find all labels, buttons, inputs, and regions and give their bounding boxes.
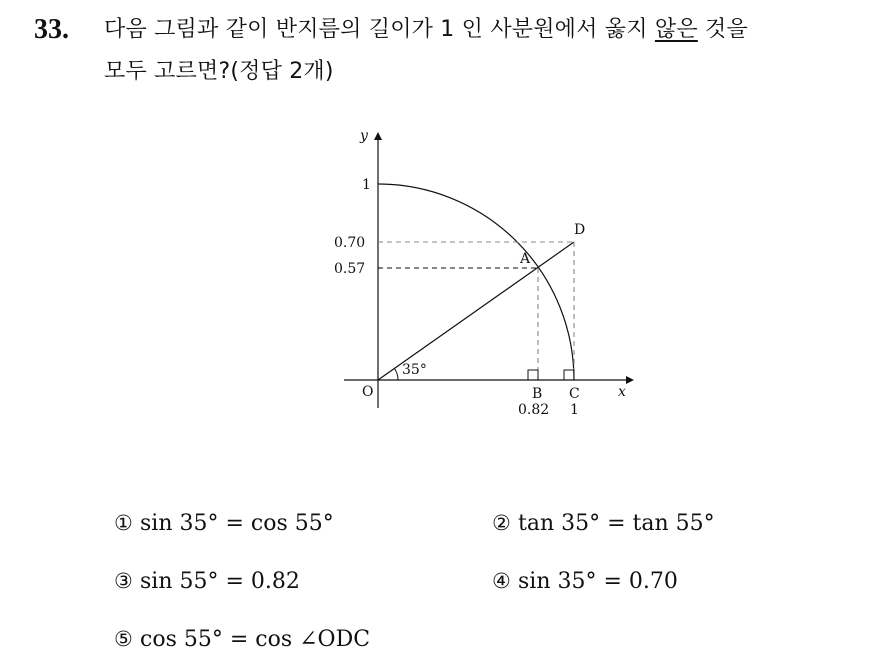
point-d-label: D xyxy=(574,222,586,238)
y-tick-0-70: 0.70 xyxy=(334,235,366,251)
option-2-marker: ② xyxy=(492,511,511,535)
point-b-label: B xyxy=(532,386,543,402)
option-2[interactable] xyxy=(492,508,715,539)
question-number: 33. xyxy=(34,14,69,45)
answer-options xyxy=(0,490,884,652)
question-block xyxy=(0,0,884,120)
option-1-marker: ① xyxy=(114,511,133,535)
point-a-label: A xyxy=(520,251,531,267)
option-1-text: sin 35° = cos 55° xyxy=(140,511,334,536)
line-od xyxy=(378,242,574,380)
option-3[interactable] xyxy=(114,566,300,597)
right-angle-marker-c xyxy=(564,370,574,380)
question-text-part: 다음 그림과 같이 반지름의 길이가 1 인 사분원에서 옳지 xyxy=(104,17,655,42)
angle-label: 35° xyxy=(402,362,427,378)
y-tick-0-57: 0.57 xyxy=(334,261,366,277)
x-tick-0-82: 0.82 xyxy=(518,402,550,418)
y-axis-arrow xyxy=(374,132,382,140)
option-4[interactable] xyxy=(492,566,678,597)
x-axis-label: x xyxy=(618,384,626,400)
option-3-text: sin 55° = 0.82 xyxy=(140,569,300,594)
option-4-text: sin 35° = 0.70 xyxy=(518,569,678,594)
figure-canvas xyxy=(320,118,640,428)
right-angle-marker-b xyxy=(528,370,538,380)
y-axis-label: y xyxy=(360,128,368,144)
underlined-keyword: 않은 xyxy=(654,17,698,42)
y-tick-1: 1 xyxy=(362,177,371,193)
option-3-marker: ③ xyxy=(114,569,133,593)
question-text-line-2: 모두 고르면?(정답 2개) xyxy=(104,59,334,84)
x-tick-1: 1 xyxy=(570,402,579,418)
option-5-text: cos 55° = cos ∠ODC xyxy=(140,627,371,652)
option-5[interactable] xyxy=(114,624,370,655)
option-1[interactable] xyxy=(114,508,334,539)
quarter-circle-figure xyxy=(320,118,640,428)
option-5-marker: ⑤ xyxy=(114,627,133,651)
question-text-part: 것을 xyxy=(697,17,748,42)
point-c-label: C xyxy=(569,386,580,402)
angle-arc-35 xyxy=(394,369,398,381)
quarter-circle-arc xyxy=(378,184,574,380)
question-text-line-1 xyxy=(104,14,748,46)
x-axis-arrow xyxy=(626,376,634,384)
origin-label: O xyxy=(362,384,374,400)
option-2-text: tan 35° = tan 55° xyxy=(518,511,715,536)
option-4-marker: ④ xyxy=(492,569,511,593)
